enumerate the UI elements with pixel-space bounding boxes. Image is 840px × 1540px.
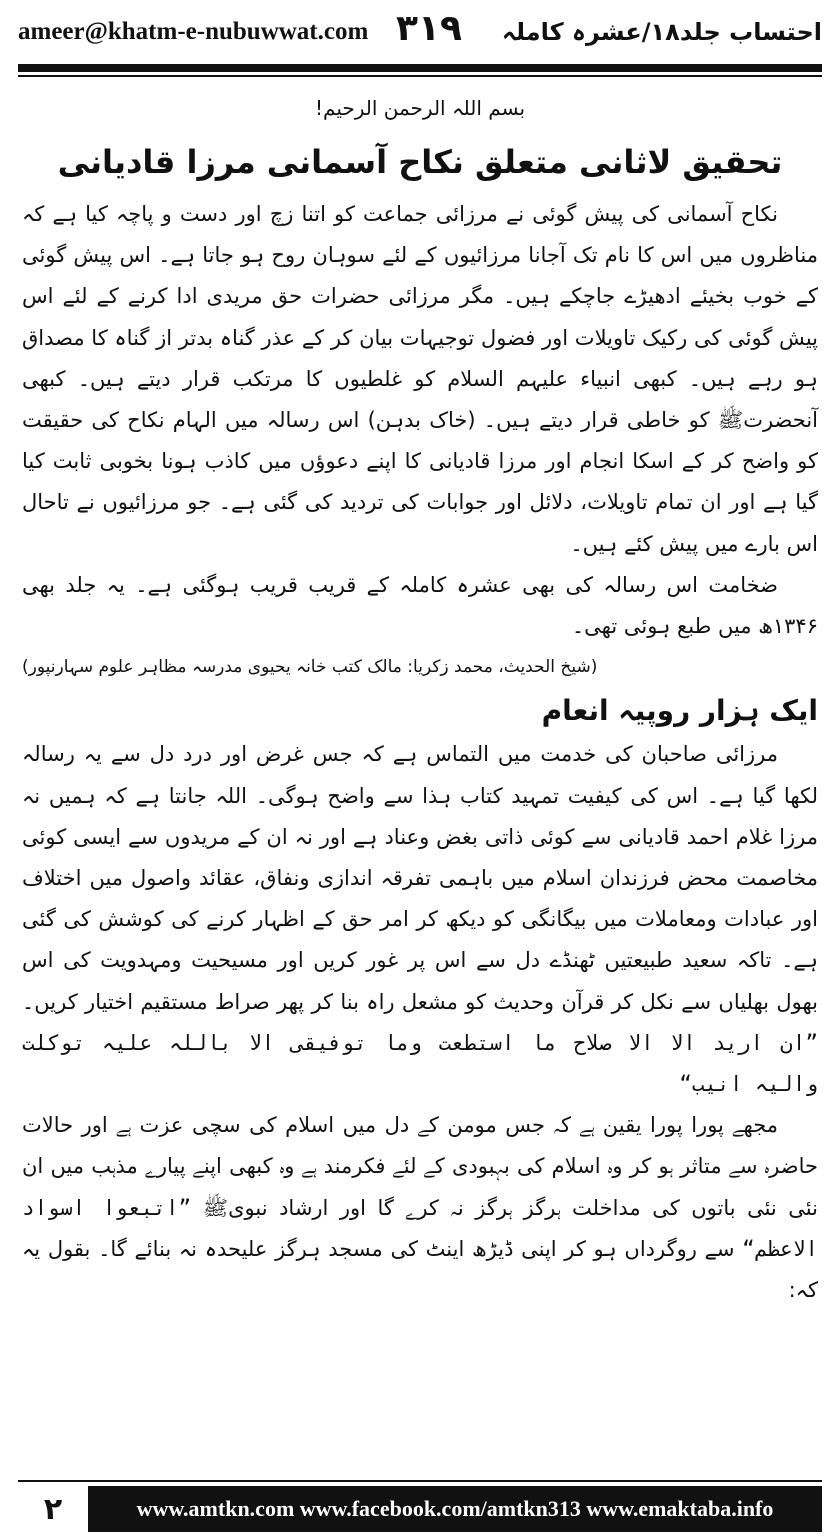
page-body — [22, 86, 818, 1478]
reward-paragraph-2 — [22, 1105, 818, 1311]
page-footer — [18, 1486, 822, 1532]
footer-page-number: ۲ — [43, 1491, 63, 1527]
page-header — [18, 0, 822, 64]
reward-paragraph-2-end: سے روگرداں ہو کر اپنی ڈیڑھ اینٹ کی مسجد ہرگز علیحدہ نہ بنائے گا۔ بقول یہ کہ: — [22, 1236, 818, 1303]
header-email: ameer@khatm-e-nubuwwat.com — [18, 18, 369, 45]
intro-paragraph-1: نکاح آسمانی کی پیش گوئی نے مرزائی جماعت کو اتنا زچ اور دست و پاچہ کیا ہے کہ مناظروں میں اس کا نام تک آجانا مرزائیوں کے لئے سوہان روح ہو جاتا ہے۔ اس پیش گوئی کے خوب بخیئے ادھیڑے جاچکے ہیں۔ مگر مرزائی حضرات حق مریدی ادا کرنے کے لئے اس پیش گوئی کی رکیک تاویلات اور فضول توجیہات بیان کر کے عذر گناہ بدتر از گناہ کا مصداق ہو رہے ہیں۔ کبھی انبیاء علیہم السلام کو غلطیوں کا مرتکب قرار دیتے ہیں۔ کبھی آنحضرتﷺ کو خاطی قرار دیتے ہیں۔ (خاک بدہن) اس رسالہ میں الہام نکاح کی حقیقت کو واضح کر کے اسکا انجام اور مرزا قادیانی کا اپنے دعوؤں میں کاذب ہونا بخوبی ثابت کیا گیا ہے اور ان تمام تاویلات، دلائل اور جوابات کی تردید کی گئی ہے۔ جو مرزائیوں نے تاحال اس بارے میں پیش کئے ہیں۔ — [22, 202, 818, 556]
header-book-title: احتساب جلد۱۸/عشرہ کاملہ — [501, 18, 822, 46]
intro-paragraph-2: ضخامت اس رسالہ کی بھی عشرہ کاملہ کے قریب قریب ہوگئی ہے۔ یہ جلد بھی ۱۳۴۶ھ میں طبع ہوئی تھی۔ — [22, 572, 818, 639]
footer-links: www.amtkn.com www.facebook.com/amtkn313 www.emaktaba.info — [88, 1486, 822, 1532]
section-heading: ایک ہزار روپیہ انعام — [541, 694, 818, 728]
footer-rule — [18, 1480, 822, 1482]
reward-paragraph-1-text: مرزائی صاحبان کی خدمت میں التماس ہے کہ جس غرض اور درد دل سے یہ رسالہ لکھا گیا ہے۔ اس کی کیفیت تمہید کتاب ہذا سے واضح ہوگی۔ اللہ جانتا ہے کہ ہمیں نہ مرزا غلام احمد قادیانی سے کوئی ذاتی بغض وعناد ہے اور نہ ان کے مریدوں سے ایسی کوئی مخاصمت محض فرزندان اسلام میں باہمی تفرقہ اندازی ونفاق، عقائد واصول میں اختلاف اور عبادات ومعاملات میں بیگانگی کو دیکھ کر امر حق کے اظہار کرنے کی کوشش کی گئی ہے۔ تاکہ سعید طبیعتیں ٹھنڈے دل سے اس پر غور کریں اور مسیحیت ومہدویت کی اس بھول بھلیاں سے نکل کر قرآن وحدیث کو مشعل راہ بنا کر پھر صراط مستقیم اختیار کریں۔ — [22, 742, 818, 1014]
reward-paragraph-1 — [22, 734, 818, 1105]
reward-paragraph-2-text: مجھے پورا پورا یقین ہے کہ جس مومن کے دل میں اسلام کی سچی عزت ہے اور حالات حاضرہ سے متاثر ہو کر وہ اسلام کی بہبودی کے لئے فکرمند ہے وہ کبھی اپنے پیارے مذہب میں ان نئی نئی باتوں کی مداخلت ہرگز ہرگز نہ کرے گا اور ارشاد نبویﷺ — [22, 1113, 818, 1220]
citation: (شیخ الحدیث، محمد زکریا: مالک کتب خانہ یحیوی مدرسہ مظاہر علوم سہارنپور) — [22, 657, 598, 678]
header-page-number: ۳۱۹ — [396, 8, 462, 49]
citation-row — [22, 647, 818, 688]
page-title: تحقیق لاثانی متعلق نکاح آسمانی مرزا قادیانی — [57, 143, 783, 181]
bismillah: بسم اللہ الرحمن الرحیم! — [314, 96, 526, 120]
header-rule-thin — [18, 75, 822, 77]
arabic-quote-2: ”اتبعوا اسواد الاعظم“ — [22, 1195, 818, 1261]
header-rule-thick — [18, 64, 822, 72]
arabic-quote: ”ان ارید الا الا صلاح ما استطعت وما توفیقی الا باللہ علیہ توکلت والیہ انیب“ — [22, 1030, 818, 1097]
